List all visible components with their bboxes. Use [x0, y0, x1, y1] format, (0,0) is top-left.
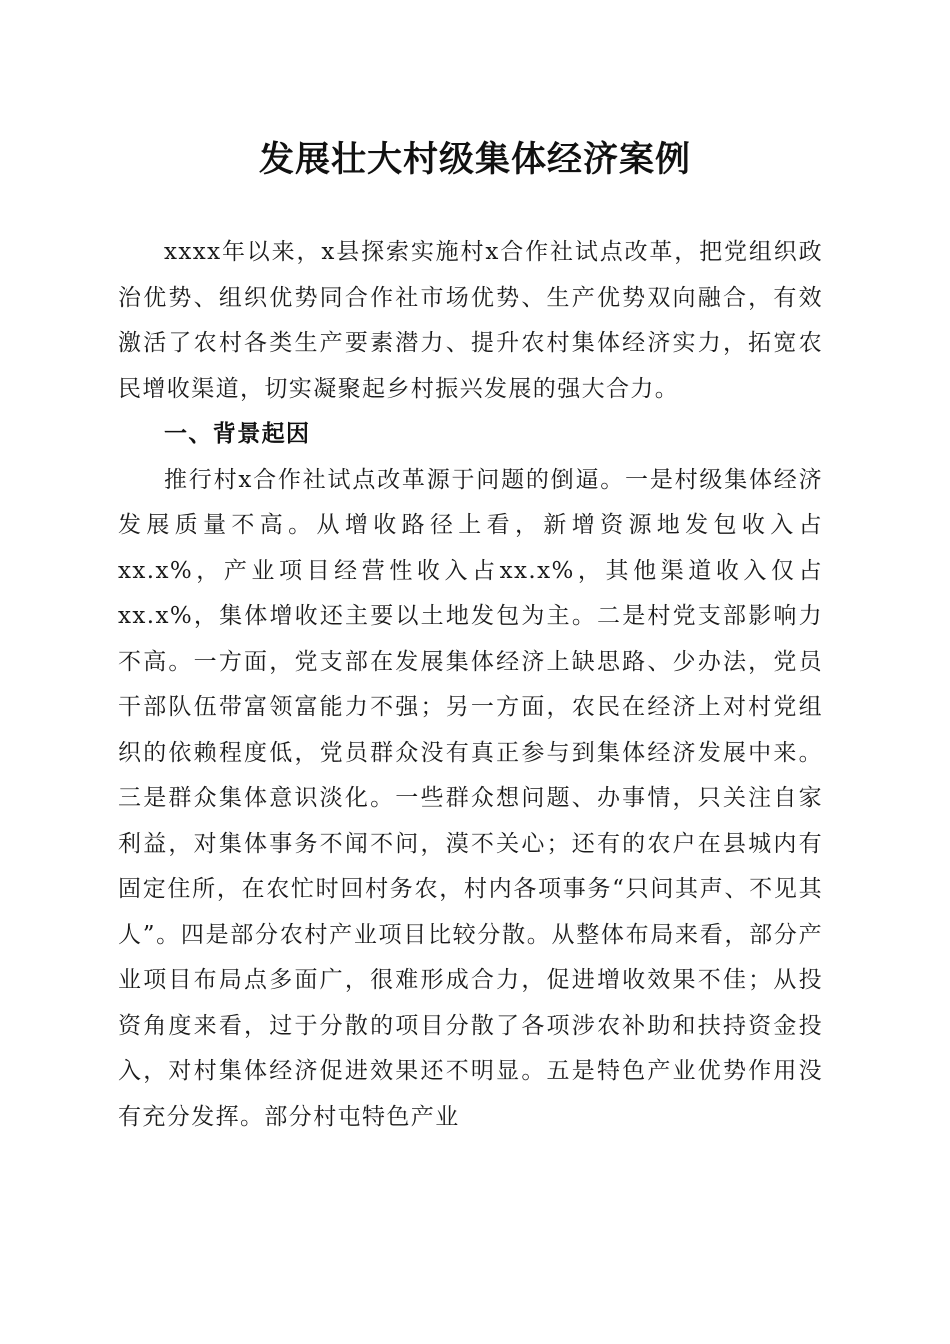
- section-heading-background: 一、背景起因: [164, 421, 311, 447]
- intro-paragraph: xxxx年以来，x县探索实施村x合作社试点改革，把党组织政治优势、组织优势同合作社市场优势、生产优势双向融合，有效激活了农村各类生产要素潜力、提升农村集体经济实力，拓宽农民增收渠道，切实凝聚起乡村振兴发展的强大合力。: [118, 239, 823, 402]
- document-body: [118, 230, 823, 1140]
- document-title: 发展壮大村级集体经济案例: [258, 139, 691, 180]
- section-paragraph-background: 推行村x合作社试点改革源于问题的倒逼。一是村级集体经济发展质量不高。从增收路径上看，新增资源地发包收入占xx.x%，产业项目经营性收入占xx.x%，其他渠道收入仅占xx.x%，集体增收还主要以土地发包为主。二是村党支部影响力不高。一方面，党支部在发展集体经济上缺思路、少办法，党员干部队伍带富领富能力不强；另一方面，农民在经济上对村党组织的依赖程度低，党员群众没有真正参与到集体经济发展中来。三是群众集体意识淡化。一些群众想问题、办事情，只关注自家利益，对集体事务不闻不问，漠不关心；还有的农户在县城内有固定住所，在农忙时回村务农，村内各项事务“只问其声、不见其人”。四是部分农村产业项目比较分散。从整体布局来看，部分产业项目布局点多面广，很难形成合力，促进增收效果不佳；从投资角度来看，过于分散的项目分散了各项涉农补助和扶持资金投入，对村集体经济促进效果还不明显。五是特色产业优势作用没有充分发挥。部分村屯特色产业: [118, 466, 823, 1130]
